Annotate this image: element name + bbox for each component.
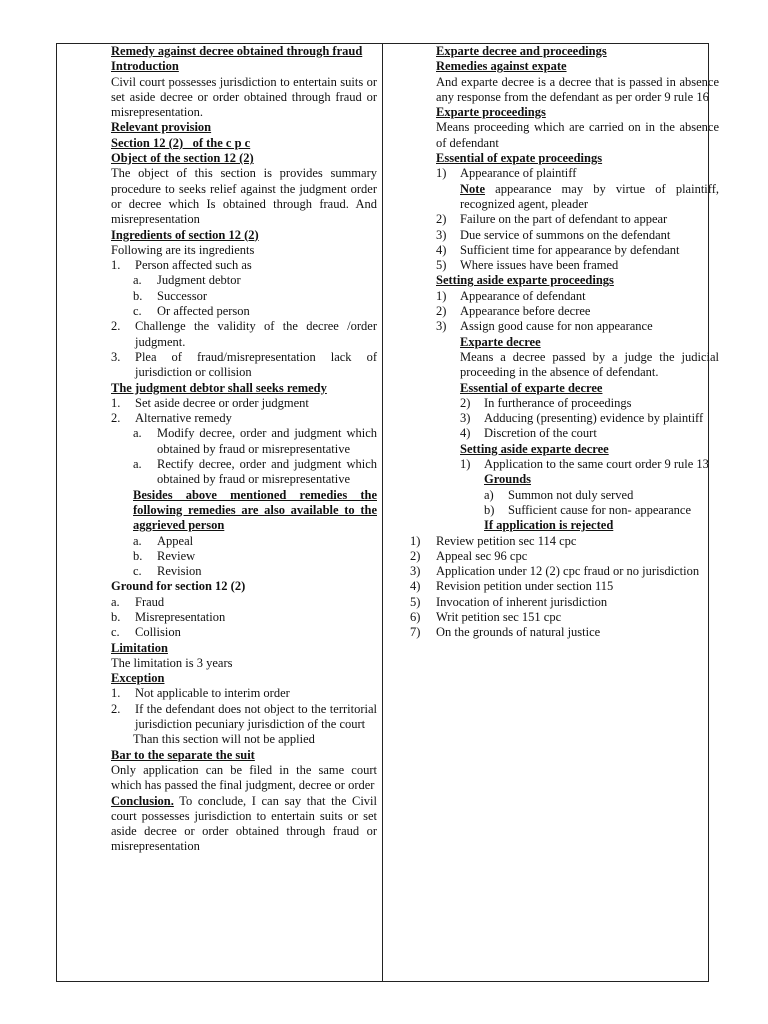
list-marker: c.: [111, 625, 120, 640]
list-marker: 1): [460, 457, 471, 472]
list-item: [111, 258, 377, 273]
list-text: Modify decree, order and judgment which obtained by fraud or misrepresentative: [157, 426, 377, 456]
list-item: [111, 411, 377, 426]
right-title: Exparte decree and proceedings: [436, 44, 607, 58]
list-marker: 1): [410, 533, 421, 548]
list-item: [111, 625, 377, 640]
list-marker: 4): [410, 579, 421, 594]
list-text: Invocation of inherent jurisdiction: [436, 594, 608, 609]
list-marker: 5): [410, 594, 421, 609]
introduction-heading: Introduction: [111, 59, 179, 74]
list-marker: c.: [133, 564, 142, 579]
list-marker: a.: [133, 426, 142, 441]
list-text: Appeal: [157, 533, 194, 548]
list-item: [111, 319, 377, 350]
list-marker: 5): [436, 258, 447, 273]
list-marker: 1): [436, 288, 447, 303]
list-item: [436, 411, 719, 426]
list-marker: 2): [410, 548, 421, 563]
column-divider: [382, 43, 383, 982]
list-text: If the defendant does not object to the territorial jurisdiction pecuniary jurisdiction of the court: [135, 701, 377, 732]
list-text: Summon not duly served: [508, 487, 634, 502]
list-item: [436, 304, 719, 319]
list-text: Collision: [135, 625, 181, 640]
left-title: Remedy against decree obtained through fraud: [111, 44, 363, 58]
list-text: Alternative remedy: [135, 411, 232, 426]
list-item: [410, 595, 719, 610]
decree-text: Means a decree passed by a judge the judicial proceeding in the absence of defendant.: [460, 349, 719, 380]
list-item: [111, 564, 377, 579]
list-text: Misrepresentation: [135, 609, 226, 624]
list-marker: 7): [410, 625, 421, 640]
list-text: Assign good cause for non appearance: [460, 319, 653, 334]
list-marker: 2): [460, 395, 471, 410]
list-item: [436, 243, 719, 258]
list-marker: a.: [133, 273, 142, 288]
list-marker: 3): [460, 411, 471, 426]
list-marker: 2.: [111, 701, 121, 716]
list-item: [111, 273, 377, 288]
list-item: [111, 426, 377, 457]
list-text: Review: [157, 548, 196, 563]
exception-heading: Exception: [111, 671, 165, 686]
list-item: [111, 686, 377, 701]
list-item: [436, 396, 719, 411]
exception-note: Than this section will not be applied: [133, 732, 315, 747]
ingredients-intro: Following are its ingredients: [111, 242, 255, 257]
list-text: Review petition sec 114 cpc: [436, 533, 577, 548]
note-text: appearance may by virtue of plaintiff, recognized agent, pleader: [460, 181, 719, 211]
limitation-text: The limitation is 3 years: [111, 655, 233, 670]
list-marker: 2): [436, 304, 447, 319]
list-marker: 3.: [111, 349, 121, 364]
list-marker: b.: [133, 548, 143, 563]
list-text: Application to the same court order 9 rule 13: [484, 457, 709, 472]
list-marker: 1): [436, 166, 447, 181]
list-text: Successor: [157, 288, 207, 303]
list-item: [436, 503, 719, 518]
limitation-heading: Limitation: [111, 640, 168, 655]
list-text: On the grounds of natural justice: [436, 625, 601, 640]
list-item: [111, 350, 377, 381]
list-item: [410, 625, 719, 640]
list-text: In furtherance of proceedings: [484, 395, 632, 410]
list-text: Failure on the part of defendant to appear: [460, 212, 668, 227]
list-marker: a.: [133, 533, 142, 548]
list-item: [436, 289, 719, 304]
list-text: Application under 12 (2) cpc fraud or no jurisdiction: [436, 564, 700, 579]
list-text: Where issues have been framed: [460, 258, 619, 273]
list-text: Appearance of plaintiff: [460, 166, 577, 181]
list-item: [410, 564, 719, 579]
list-text: Or affected person: [157, 304, 250, 319]
list-text: Appeal sec 96 cpc: [436, 548, 528, 563]
remedies-heading: Remedies against expate: [436, 59, 567, 74]
object-text: The object of this section is provides summary procedure to seeks relief against the judgment order or decree which Is obtained through fraud. And misrepresentation: [111, 166, 377, 227]
conclusion-text: To conclude, I can say that the Civil court possesses jurisdiction to entertain suits or set aside decree or order obtained through fraud or misrepresentation: [111, 793, 377, 854]
list-text: Plea of fraud/misrepresentation lack of jurisdiction or collision: [135, 349, 377, 380]
list-text: Challenge the validity of the decree /order judgment.: [135, 319, 377, 349]
list-text: Sufficient time for appearance by defendant: [460, 242, 680, 257]
remedies-text: And exparte decree is a decree that is passed in absence any response from the defendant as per order 9 rule 16: [436, 74, 719, 104]
list-marker: 1.: [111, 395, 121, 410]
list-text: Appearance of defendant: [460, 288, 586, 303]
list-item: [111, 304, 377, 319]
list-marker: 2.: [111, 411, 121, 426]
grounds-heading: Grounds: [484, 472, 532, 487]
conclusion-label: Conclusion.: [111, 793, 174, 808]
list-marker: b.: [111, 609, 121, 624]
list-item: [111, 289, 377, 304]
list-item: [436, 228, 719, 243]
list-item: [410, 579, 719, 594]
list-text: Due service of summons on the defendant: [460, 227, 671, 242]
essential-heading: Essential of expate proceedings: [436, 151, 603, 166]
essential-decree-heading: Essential of exparte decree: [460, 380, 603, 395]
list-item: [410, 610, 719, 625]
list-item: [111, 534, 377, 549]
list-item: [111, 595, 377, 610]
list-text: Revision: [157, 564, 202, 579]
list-marker: c.: [133, 304, 142, 319]
section-heading: Section 12 (2) of the c p c: [111, 135, 251, 150]
list-text: Rectify decree, order and judgment which obtained by fraud or misrepresentative: [157, 457, 377, 487]
list-item: [111, 549, 377, 564]
left-column: [111, 44, 377, 855]
proceedings-text: Means proceeding which are carried on in the absence of defendant: [436, 120, 719, 150]
list-marker: 4): [460, 426, 471, 441]
introduction-text: Civil court possesses jurisdiction to entertain suits or set aside decree or order obtained through fraud or misrepresentation.: [111, 74, 377, 120]
relevant-provision-heading: Relevant provision: [111, 120, 212, 135]
list-text: Judgment debtor: [157, 273, 241, 288]
ingredients-heading: Ingredients of section 12 (2): [111, 227, 259, 242]
list-item: [111, 610, 377, 625]
list-text: Revision petition under section 115: [436, 579, 614, 594]
setting-decree-heading: Setting aside exparte decree: [460, 441, 609, 456]
list-text: Appearance before decree: [460, 304, 591, 319]
setting-aside-heading: Setting aside exparte proceedings: [436, 273, 614, 288]
rejected-heading: If application is rejected: [484, 518, 614, 533]
list-item: [436, 426, 719, 441]
list-item: [111, 702, 377, 733]
object-heading: Object of the section 12 (2): [111, 151, 254, 166]
list-marker: b): [484, 502, 495, 517]
list-text: Set aside decree or order judgment: [135, 395, 309, 410]
list-item: [436, 166, 719, 181]
list-marker: 3): [436, 319, 447, 334]
bar-text: Only application can be filed in the same court which has passed the final judgment, decree or order: [111, 762, 377, 793]
list-marker: a): [484, 487, 494, 502]
bar-heading: Bar to the separate the suit: [111, 747, 255, 762]
list-text: Person affected such as: [135, 258, 252, 273]
list-marker: 4): [436, 242, 447, 257]
list-item: [410, 549, 719, 564]
list-marker: 1.: [111, 686, 121, 701]
note-label: Note: [460, 181, 485, 196]
list-item: [111, 457, 377, 488]
remedy-heading: The judgment debtor shall seeks remedy: [111, 380, 327, 395]
list-item: [410, 534, 719, 549]
list-text: Fraud: [135, 594, 165, 609]
list-item: [436, 319, 719, 334]
list-text: Discretion of the court: [484, 426, 597, 441]
list-marker: 2): [436, 212, 447, 227]
list-marker: a.: [111, 594, 120, 609]
list-item: [436, 258, 719, 273]
proceedings-heading: Exparte proceedings: [436, 105, 546, 120]
conclusion-paragraph: [111, 794, 377, 855]
list-marker: 2.: [111, 319, 121, 334]
list-marker: 3): [436, 227, 447, 242]
list-item: [436, 457, 719, 472]
list-marker: a.: [133, 457, 142, 472]
list-item: [111, 396, 377, 411]
list-item: [436, 212, 719, 227]
list-text: Writ petition sec 151 cpc: [436, 609, 562, 624]
list-text: Not applicable to interim order: [135, 686, 290, 701]
ground-heading: Ground for section 12 (2): [111, 579, 246, 594]
list-text: Sufficient cause for non- appearance: [508, 502, 692, 517]
list-marker: 6): [410, 609, 421, 624]
list-text: Adducing (presenting) evidence by plaintiff: [484, 411, 704, 426]
right-column: [410, 44, 719, 641]
decree-heading: Exparte decree: [460, 334, 541, 349]
list-marker: b.: [133, 288, 143, 303]
besides-heading: Besides above mentioned remedies the following remedies are also available to the aggrieved person: [133, 487, 377, 533]
list-marker: 1.: [111, 258, 121, 273]
note-paragraph: [436, 182, 719, 213]
list-item: [436, 488, 719, 503]
list-marker: 3): [410, 564, 421, 579]
